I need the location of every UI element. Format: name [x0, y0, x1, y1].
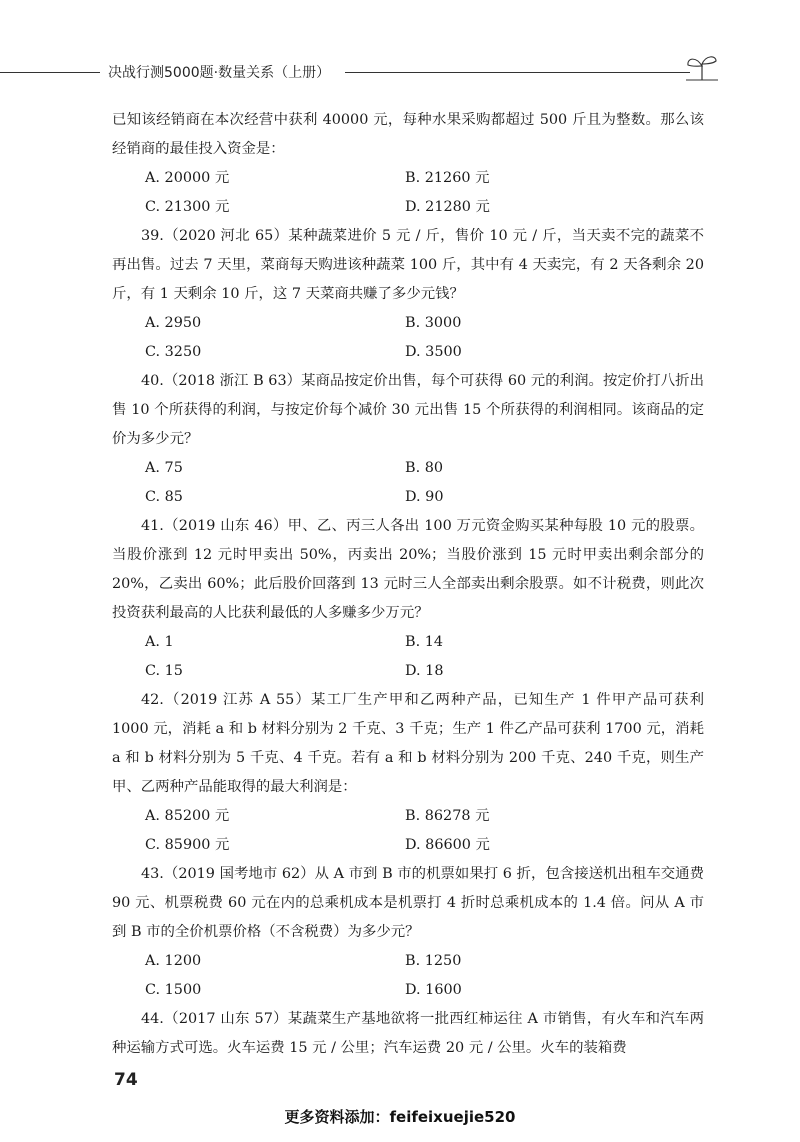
option-c: C. 85	[145, 489, 183, 505]
options-row	[112, 193, 704, 222]
options-row	[112, 657, 704, 686]
options-row	[112, 976, 704, 1005]
option-b: B. 86278 元	[405, 808, 490, 824]
options-row	[112, 309, 704, 338]
page-content	[112, 106, 704, 1063]
running-header	[0, 52, 800, 88]
option-d: D. 21280 元	[405, 199, 490, 215]
option-d: D. 1600	[405, 982, 462, 998]
page-number: 74	[114, 1070, 138, 1090]
question-39: 39.（2020 河北 65）某种蔬菜进价 5 元 / 斤，售价 10 元 / 斤，当天卖不完的蔬菜不再出售。过去 7 天里，菜商每天购进该种蔬菜 100 斤，其中有 4 天卖完，有 2 天各剩余 20 斤，有 1 天剩余 10 斤，这 7 天菜商共赚了多少元钱？	[112, 228, 704, 302]
header-rule-left	[0, 72, 100, 73]
option-a: A. 20000 元	[145, 170, 230, 186]
option-a: A. 85200 元	[145, 808, 230, 824]
options-row	[112, 628, 704, 657]
header-rule-right	[345, 72, 690, 73]
option-c: C. 1500	[145, 982, 202, 998]
option-c: C. 21300 元	[145, 199, 230, 215]
options-row	[112, 454, 704, 483]
option-c: C. 15	[145, 663, 183, 679]
question-43: 43.（2019 国考地市 62）从 A 市到 B 市的机票如果打 6 折，包含接送机出租车交通费 90 元、机票税费 60 元在内的总乘机成本是机票打 4 折时总乘机成本的 1.4 倍。问从 A 市到 B 市的全价机票价格（不含税费）为多少元？	[112, 866, 704, 940]
option-b: B. 21260 元	[405, 170, 490, 186]
options-row	[112, 831, 704, 860]
option-a: A. 2950	[145, 315, 202, 331]
option-b: B. 3000	[405, 315, 462, 331]
question-44: 44.（2017 山东 57）某蔬菜生产基地欲将一批西红柿运往 A 市销售，有火车和汽车两种运输方式可选。火车运费 15 元 / 公里；汽车运费 20 元 / 公里。火车的装箱费	[112, 1011, 704, 1056]
options-row	[112, 802, 704, 831]
options-row	[112, 947, 704, 976]
book-title: 决战行测5000题·数量关系（上册）	[108, 65, 331, 81]
option-a: A. 1	[145, 634, 174, 650]
option-c: C. 3250	[145, 344, 202, 360]
options-row	[112, 338, 704, 367]
option-b: B. 1250	[405, 953, 462, 969]
options-row	[112, 483, 704, 512]
option-d: D. 3500	[405, 344, 462, 360]
options-row	[112, 164, 704, 193]
option-b: B. 14	[405, 634, 444, 650]
option-a: A. 75	[145, 460, 183, 476]
question-40: 40.（2018 浙江 B 63）某商品按定价出售，每个可获得 60 元的利润。按定价打八折出售 10 个所获得的利润，与按定价每个减价 30 元出售 15 个所获得的利润相同。该商品的定价为多少元？	[112, 373, 704, 447]
option-c: C. 85900 元	[145, 837, 230, 853]
footer-note: 更多资料添加：feifeixuejie520	[284, 1108, 516, 1126]
sprout-icon	[684, 52, 720, 86]
question-42: 42.（2019 江苏 A 55）某工厂生产甲和乙两种产品，已知生产 1 件甲产品可获利 1000 元，消耗 a 和 b 材料分别为 2 千克、3 千克；生产 1 件乙产品可获利 1700 元，消耗 a 和 b 材料分别为 5 千克、4 千克。若有 a 和 b 材料分别为 200 千克、240 千克，则生产甲、乙两种产品能取得的最大利润是：	[112, 692, 704, 795]
option-a: A. 1200	[145, 953, 202, 969]
question-41: 41.（2019 山东 46）甲、乙、丙三人各出 100 万元资金购买某种每股 10 元的股票。当股价涨到 12 元时甲卖出 50%，丙卖出 20%；当股价涨到 15 元时甲卖出剩余部分的 20%，乙卖出 60%；此后股价回落到 13 元时三人全部卖出剩余股票。如不计税费，则此次投资获利最高的人比获利最低的人多赚多少万元？	[112, 518, 704, 621]
option-b: B. 80	[405, 460, 444, 476]
option-d: D. 18	[405, 663, 444, 679]
option-d: D. 86600 元	[405, 837, 490, 853]
option-d: D. 90	[405, 489, 444, 505]
intro-paragraph: 已知该经销商在本次经营中获利 40000 元，每种水果采购都超过 500 斤且为整数。那么该经销商的最佳投入资金是：	[112, 112, 704, 157]
